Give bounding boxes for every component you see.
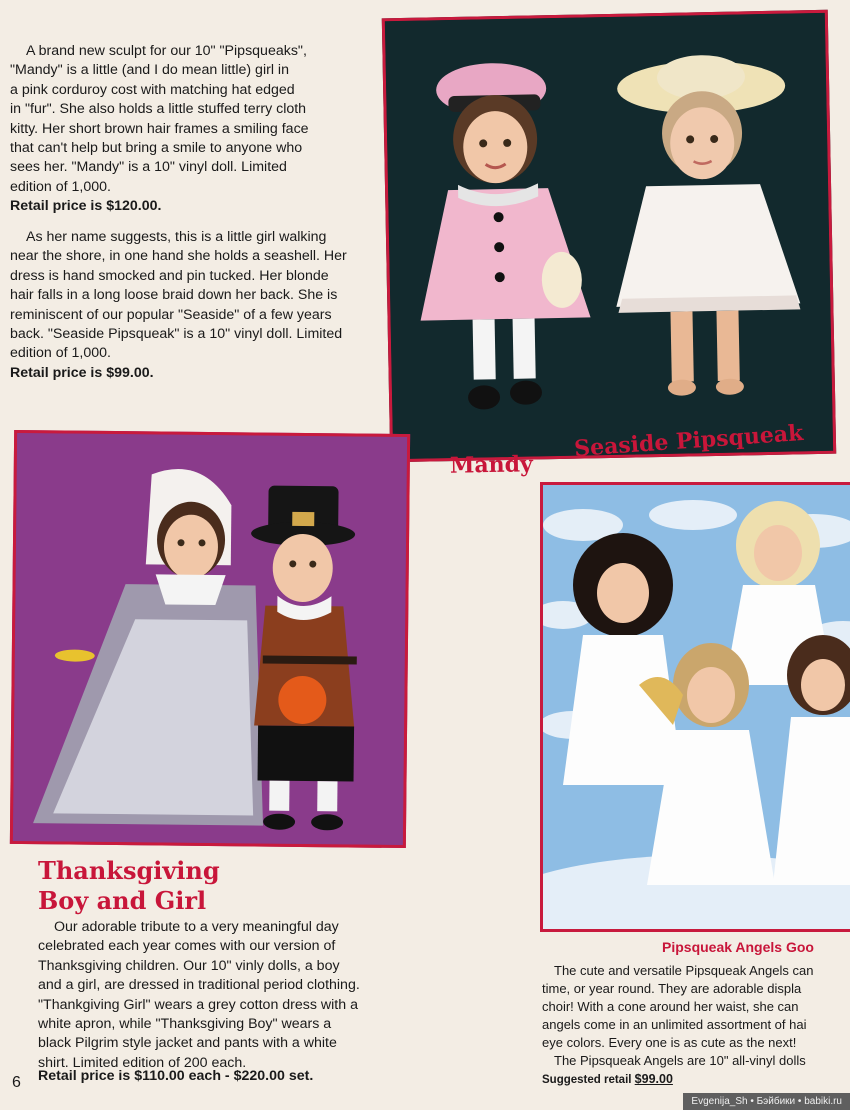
angel-doll-figure [563, 533, 683, 785]
text-line: "Thankgiving Girl" wears a grey cotton dress with a [38, 996, 358, 1013]
text-line: As her name suggests, this is a little girl walking [26, 229, 327, 245]
retail-label: Suggested retail [542, 1074, 632, 1086]
angels-description [542, 962, 850, 1070]
thanksgiving-retail-price: Retail price is $110.00 each - $220.00 set. [38, 1068, 314, 1084]
text-line: dress is hand smocked and pin tucked. Her blonde [10, 267, 329, 284]
text-line: celebrated each year comes with our version of [38, 938, 336, 955]
text-line: hair falls in a long loose braid down her back. She is [10, 287, 338, 304]
thanksgiving-boy-figure [248, 485, 359, 830]
text-line: kitty. Her short brown hair frames a smiling face [10, 120, 309, 137]
watermark: Evgenija_Sh • Бэйбики • babiki.ru [683, 1093, 850, 1110]
page-number: 6 [12, 1074, 21, 1091]
thanksgiving-heading [38, 856, 220, 916]
thanksgiving-photo [10, 430, 410, 848]
thanksgiving-description [38, 918, 410, 1073]
heading-line: Boy and Girl [38, 886, 207, 915]
text-line: time, or year round. They are adorable displa [542, 981, 802, 996]
angels-heading: Pipsqueak Angels Goo [662, 939, 814, 955]
text-line: sees her. "Mandy" is a 10" vinyl doll. Limited [10, 159, 287, 176]
text-line: choir! With a cone around her waist, she can [542, 999, 799, 1014]
text-line: back. "Seaside Pipsqueak" is a 10" vinyl doll. Limited [10, 326, 343, 343]
text-line: The Pipsqueak Angels are 10" all-vinyl dolls [554, 1053, 806, 1068]
text-line: in "fur". She also holds a little stuffed terry cloth [10, 101, 307, 118]
caption-seaside-pipsqueak: Seaside Pipsqueak [573, 420, 805, 462]
heading-line: Thanksgiving [38, 856, 220, 885]
angels-retail-price [542, 1072, 673, 1086]
text-line: A brand new sculpt for our 10" "Pipsqueaks", [26, 43, 307, 59]
text-line: a pink corduroy cost with matching hat edged [10, 81, 295, 98]
seaside-retail-price: Retail price is $99.00. [10, 364, 154, 381]
mandy-seaside-photo [382, 10, 836, 462]
text-line: and a girl, are dressed in traditional period clothing. [38, 977, 360, 994]
text-line: eye colors. Every one is as cute as the next! [542, 1035, 797, 1050]
text-line: white apron, while "Thanksgiving Boy" wears a [38, 1016, 332, 1033]
text-line: reminiscent of our popular "Seaside" of a few years [10, 306, 332, 323]
pipsqueak-angels-photo [540, 482, 850, 932]
text-line: edition of 1,000. [10, 178, 111, 195]
text-line: Thanksgiving children. Our 10" vinly dolls, a boy [38, 957, 340, 974]
caption-mandy: Mandy [449, 451, 534, 479]
text-line: "Mandy" is a little (and I do mean little) girl in [10, 62, 289, 79]
text-line: black Pilgrim style jacket and pants with a white [38, 1035, 337, 1052]
mandy-description [10, 42, 388, 217]
text-line: near the shore, in one hand she holds a seashell. Her [10, 248, 347, 265]
retail-price: $99.00 [634, 1072, 673, 1086]
mandy-retail-price: Retail price is $120.00. [10, 198, 162, 215]
text-line: shirt. Limited edition of 200 each. [38, 1054, 247, 1071]
text-line: angels come in an unlimited assortment of hai [542, 1017, 807, 1032]
text-line: that can't help but bring a smile to anyone who [10, 140, 303, 157]
text-line: edition of 1,000. [10, 345, 111, 362]
seaside-description [10, 228, 398, 383]
text-line: Our adorable tribute to a very meaningful day [54, 919, 339, 935]
text-line: The cute and versatile Pipsqueak Angels can [554, 963, 814, 978]
